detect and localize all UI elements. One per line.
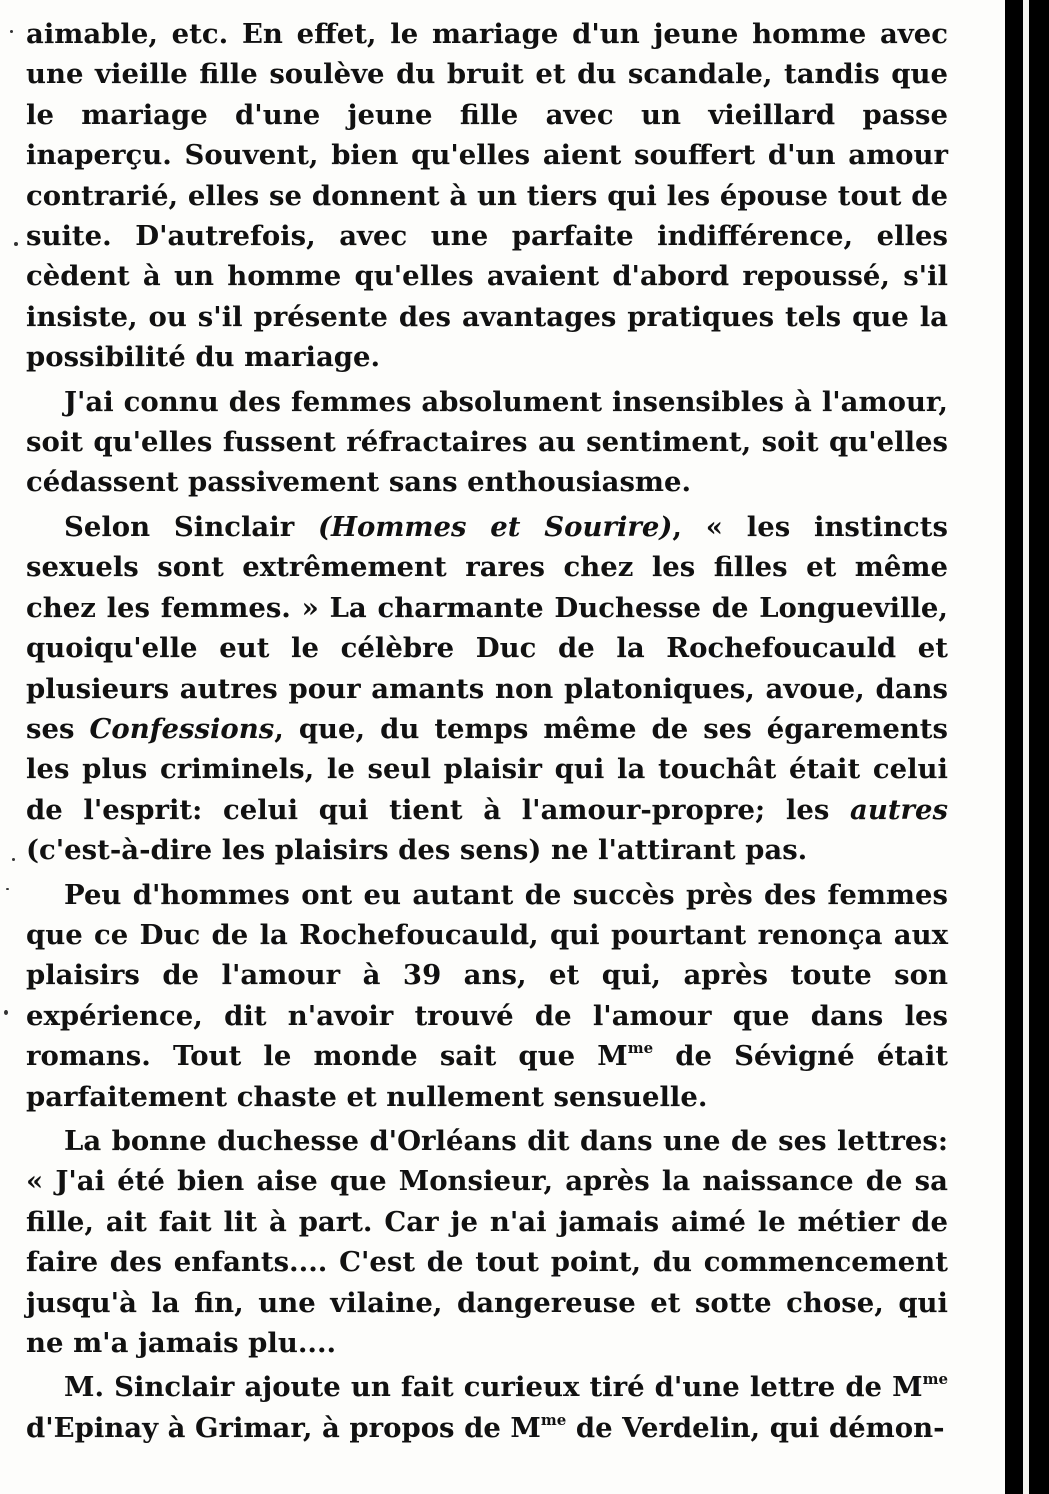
text-run: Peu d'hommes ont eu autant de succès près des femmes que ce Duc de la Rochefoucauld, qui pourtant renonça aux plaisirs de l'amour à 39 ans, et qui, après toute son expérience, dit n'avoir trouvé de l'amour que dans les romans. Tout le monde sait que M bbox=[26, 878, 948, 1073]
page-edge-gap bbox=[1023, 0, 1029, 1494]
text-run: Selon Sinclair bbox=[64, 510, 318, 543]
paragraph bbox=[26, 875, 948, 1117]
scan-speck bbox=[14, 242, 18, 246]
text-run: (c'est-à-dire les plaisirs des sens) ne l'attirant pas. bbox=[26, 834, 808, 867]
italic-text: (Hommes et Sourire) bbox=[317, 510, 673, 543]
paragraph bbox=[26, 14, 948, 378]
text-run: J'ai connu des femmes absolument insensibles à l'amour, soit qu'elles fussent réfractaires au sentiment, soit qu'elles cédassent passivement sans enthousiasme. bbox=[26, 385, 948, 499]
text-run: M. Sinclair ajoute un fait curieux tiré d'une lettre de M bbox=[64, 1371, 923, 1404]
italic-text: autres bbox=[850, 793, 948, 826]
scan-speck bbox=[12, 858, 15, 861]
text-run: de Verdelin, qui démon- bbox=[566, 1411, 945, 1444]
text-run: aimable, etc. En effet, le mariage d'un jeune homme avec une vieille fille soulève du bruit et du scandale, tandis que le mariage d'une jeune fille avec un vieillard passe inaperçu. Souvent, bien qu'elles aient souffert d'un amour contrarié, elles se donnent à un tiers qui les épouse tout de suite. D'autrefois, avec une parfaite indifférence, elles cèdent à un homme qu'elles avaient d'abord repoussé, s'il insiste, ou s'il présente des avantages pratiques tels que la possibilité du mariage. bbox=[26, 18, 948, 374]
text-run: d'Epinay à Grimar, à propos de M bbox=[26, 1411, 541, 1444]
scan-speck bbox=[4, 1010, 8, 1015]
text-run: , que, du temps même de ses égarements les plus criminels, le seul plaisir qui la touchât était celui de l'esprit: celui qui tient à l'amour-propre; les bbox=[26, 712, 948, 826]
italic-text: Confessions bbox=[89, 712, 275, 745]
body-text bbox=[26, 14, 948, 1448]
scan-speck bbox=[6, 888, 9, 890]
superscript-text: me bbox=[922, 1370, 948, 1389]
paragraph bbox=[26, 1367, 948, 1448]
paragraph bbox=[26, 507, 948, 871]
text-run: de Sévigné était parfaitement chaste et nullement sensuelle. bbox=[26, 1040, 948, 1113]
paragraph bbox=[26, 1121, 948, 1363]
text-run: La bonne duchesse d'Orléans dit dans une de ses lettres: « J'ai été bien aise que Monsieur, après la naissance de sa fille, ait fait lit à part. Car je n'ai jamais aimé le métier de faire des enfants.... C'est de tout point, du commencement jusqu'à la fin, une vilaine, dangereuse et sotte chose, qui ne m'a jamais plu.... bbox=[26, 1124, 948, 1359]
paragraph bbox=[26, 382, 948, 503]
superscript-text: me bbox=[540, 1410, 567, 1429]
superscript-text: me bbox=[627, 1039, 654, 1058]
text-run: , « les instincts sexuels sont extrêmement rares chez les filles et même chez les femmes. » La charmante Duchesse de Longueville, quoiqu'elle eut le célèbre Duc de la Rochefoucauld et plusieurs autres pour amants non platoniques, avoue, dans ses bbox=[26, 510, 948, 745]
scan-speck bbox=[10, 30, 13, 33]
